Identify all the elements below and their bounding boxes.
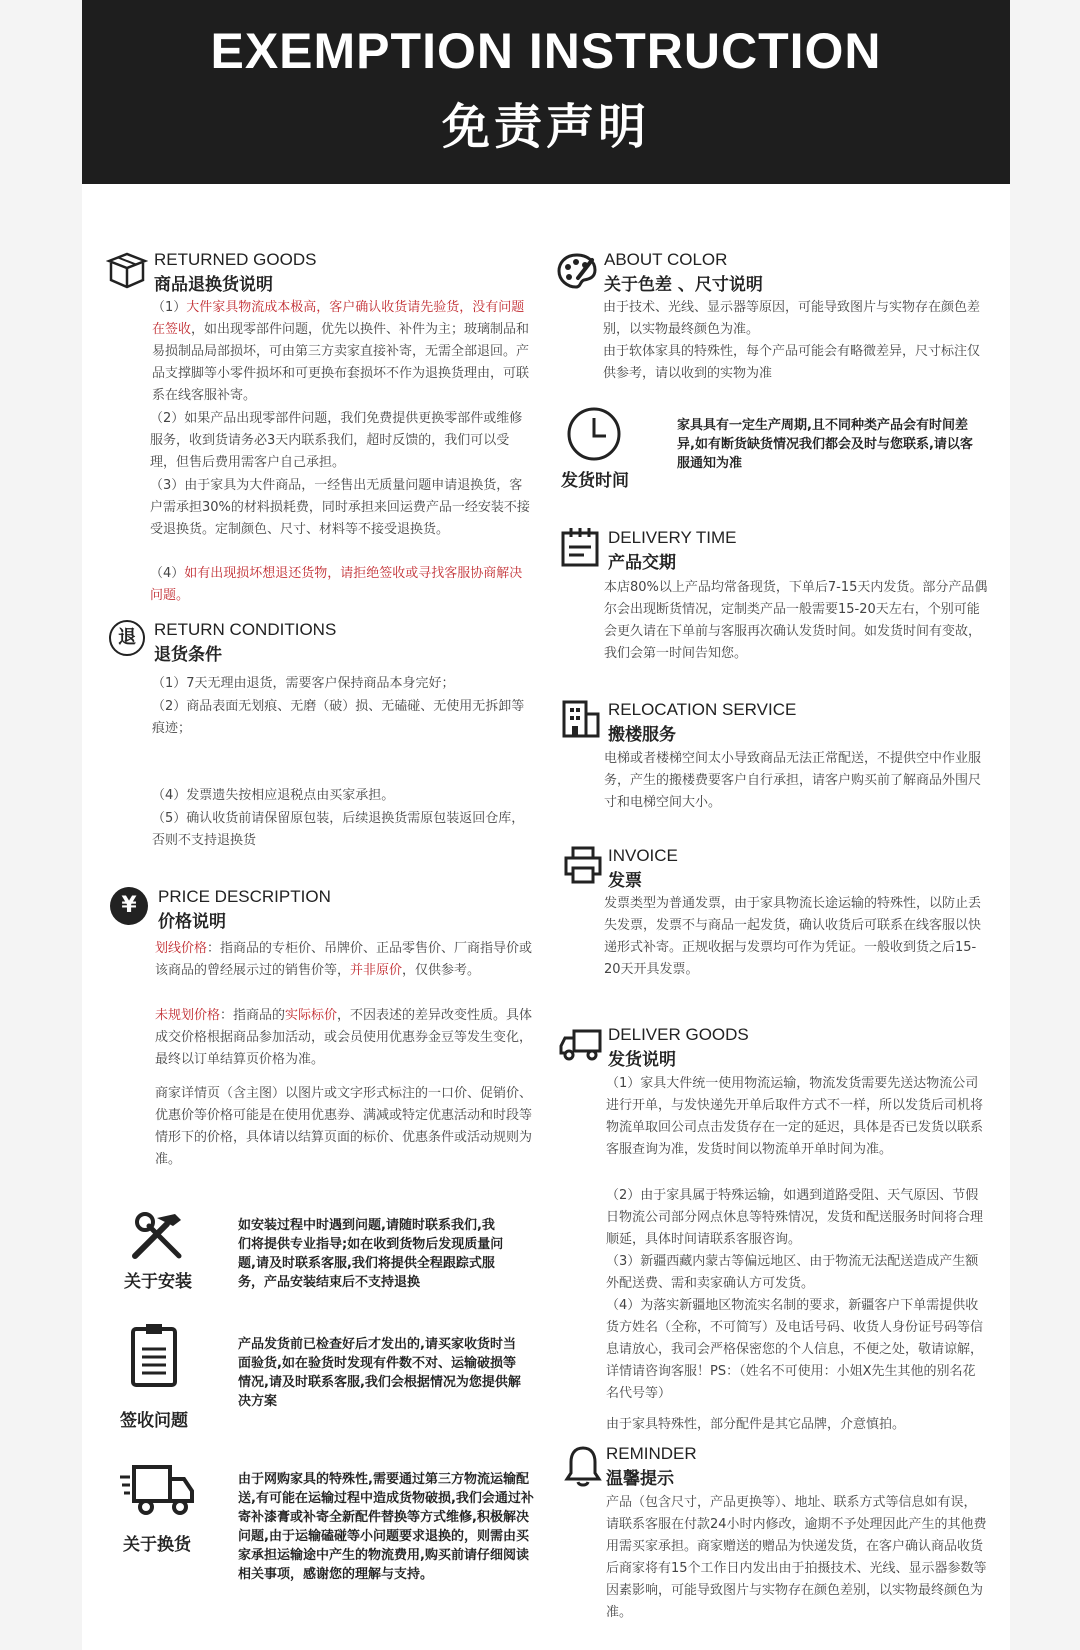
deliver-goods-p3: （3）新疆西藏内蒙古等偏远地区、由于物流无法配送造成产生额外配送费、需和卖家确认方可发货。 [606, 1254, 979, 1291]
return-conditions-p5: （5）确认收货前请保留原包装，后续退换货需原包装返回仓库，否则不支持退换货 [152, 811, 525, 848]
return-conditions-p2: （2）商品表面无划痕、无磨（破）损、无磕碰、无使用无拆卸等痕迹； [152, 699, 525, 736]
calendar-icon [560, 526, 600, 568]
truck-icon [558, 1028, 604, 1062]
yen-coin-icon: ¥ [110, 887, 148, 925]
deliver-goods-p4: （4）为落实新疆地区物流实名制的要求，新疆客户下单需提供收货方姓名（全称，不可简写）及电话号码、收货人身份证号码等信息请放心，我司会严格保密您的个人信息，不便之处，敬请谅解，详情请咨询客服！PS：（姓名不可使用：小姐X先生其他的别名花名代号等） [606, 1298, 984, 1401]
price-description-p1: 划线价格：指商品的专柜价、吊牌价、正品零售价、厂商指导价或该商品的曾经展示过的销售价等，并非原价，仅供参考。 [155, 941, 533, 978]
clock-icon [566, 406, 622, 462]
return-conditions-p4: （4）发票遗失按相应退税点由买家承担。 [152, 788, 395, 803]
price-description-p3: 商家详情页（含主图）以图片或文字形式标注的一口价、促销价、优惠价等价格可能是在使用优惠券、满减或特定优惠活动和时段等情形下的价格，具体请以结算页面的标价、优惠条件或活动规则为准。 [155, 1086, 533, 1167]
printer-icon [563, 846, 603, 884]
about-color-title-en: ABOUT COLOR [604, 250, 728, 269]
price-description-title-en: PRICE DESCRIPTION [158, 887, 331, 906]
returned-goods-p1: （1）大件家具物流成本极高，客户确认收货请先验货，没有问题在签收，如出现零部件问题，优先以换件、补件为主；玻璃制品和易损制品局部损坏，可由第三方卖家直接补寄，无需全部退回。产品支撑脚等小零件损坏和可更换布套损坏不作为退换货理由，可联系在线客服补寄。 [152, 300, 530, 403]
bell-icon [563, 1445, 603, 1487]
sign-label: 签收问题 [120, 1411, 188, 1431]
palette-icon [556, 252, 598, 290]
header-banner [82, 0, 1010, 184]
return-circle-icon: 退 [109, 620, 145, 656]
invoice-p1: 发票类型为普通发票，由于家具物流长途运输的特殊性，以防止丢失发票，发票不与商品一起发货，确认收货后可联系在线客服以快递形式补寄。正规收据与发票均可作为凭证。一般收到货之后15-20天开具发票。 [604, 896, 982, 977]
delivery-time-p1: 本店80%以上产品均常备现货，下单后7-15天内发货。部分产品偶尔会出现断货情况，定制类产品一般需要15-20天左右，个别可能会更久请在下单前与客服再次确认发货时间。如发货时间有变故，我们会第一时间告知您。 [604, 580, 988, 661]
tools-icon [127, 1210, 187, 1265]
returned-goods-p3: （3）由于家具为大件商品，一经售出无质量问题申请退换货，客户需承担30%的材料损耗费，同时承担来回运费产品一经安装不接受退换货。定制颜色、尺寸、材料等不接受退换货。 [150, 478, 530, 537]
return-conditions-title-en: RETURN CONDITIONS [154, 620, 337, 639]
ship-time-label: 发货时间 [561, 471, 629, 491]
deliver-goods-p5: 由于家具特殊性，部分配件是其它品牌，介意慎拍。 [606, 1417, 906, 1432]
return-conditions-p1: （1）7天无理由退货，需要客户保持商品本身完好； [152, 676, 455, 691]
invoice-title-en: INVOICE [608, 846, 678, 865]
right-margin [1010, 0, 1080, 1650]
box-icon [106, 251, 148, 289]
install-text: 如安装过程中时遇到问题,请随时联系我们,我们将提供专业指导;如在收到货物后发现质量问题,请及时联系客服,我们将提供全程跟踪式服务，产品安装结束后不支持退换 [238, 1218, 504, 1290]
about-color-title-cn: 关于色差 、尺寸说明 [604, 275, 763, 295]
price-description-p2: 未规划价格：指商品的实际标价，不因表述的差异改变性质。具体成交价格根据商品参加活动，或会员使用优惠券金豆等发生变化，最终以订单结算页价格为准。 [155, 1008, 533, 1067]
delivery-truck-icon [118, 1463, 196, 1518]
relocation-title-en: RELOCATION SERVICE [608, 700, 797, 719]
header-title-en: EXEMPTION INSTRUCTION [210, 23, 882, 79]
building-icon [561, 698, 601, 738]
deliver-goods-title-cn: 发货说明 [608, 1050, 676, 1070]
invoice-title-cn: 发票 [608, 871, 642, 891]
about-color-p2: 由于软体家具的特殊性，每个产品可能会有略微差异，尺寸标注仅供参考，请以收到的实物为准 [603, 344, 981, 381]
clipboard-icon [130, 1323, 178, 1389]
install-label: 关于安装 [124, 1272, 192, 1292]
deliver-goods-p1: （1）家具大件统一使用物流运输，物流发货需要先送达物流公司进行开单，与发快递先开单后取件方式不一样，所以发货后司机将物流单取回公司点击发货存在一定的延迟，具体是否已发货以联系客服查询为准，发货时间以物流单开单时间为准。 [606, 1076, 984, 1157]
deliver-goods-p2: （2）由于家具属于特殊运输，如遇到道路受阻、天气原因、节假日物流公司部分网点休息等特殊情况，发货和配送服务时间将合理顺延，具体时间请联系客服咨询。 [606, 1188, 984, 1247]
delivery-time-title-cn: 产品交期 [608, 553, 676, 573]
returned-goods-title-en: RETURNED GOODS [154, 250, 317, 269]
reminder-title-en: REMINDER [606, 1444, 697, 1463]
reminder-p1: 产品（包含尺寸，产品更换等）、地址、联系方式等信息如有误，请联系客服在付款24小时内修改，逾期不予处理因此产生的其他费用需买家承担。商家赠送的赠品为快递发货，在客户确认商品收货后商家将有15个工作日内发出由于拍摄技术、光线、显示器参数等因素影响，可能导致图片与实物存在颜色差别，以实物最终颜色为准。 [606, 1495, 987, 1620]
relocation-title-cn: 搬楼服务 [608, 725, 676, 745]
left-margin [0, 0, 82, 1650]
about-color-p1: 由于技术、光线、显示器等原因，可能导致图片与实物存在颜色差别，以实物最终颜色为准。 [603, 300, 981, 337]
return-conditions-title-cn: 退货条件 [154, 645, 222, 665]
returned-goods-p4: （4）如有出现损坏想退还货物，请拒绝签收或寻找客服协商解决问题。 [150, 566, 523, 603]
returned-goods-p2: （2）如果产品出现零部件问题，我们免费提供更换零部件或维修服务，收到货请务必3天内联系我们，超时反馈的，我们可以受理，但售后费用需客户自己承担。 [150, 411, 523, 470]
exchange-label: 关于换货 [123, 1535, 191, 1555]
exchange-text: 由于网购家具的特殊性,需要通过第三方物流运输配送,有可能在运输过程中造成货物破损,我们会通过补寄补漆膏或补寄全新配件替换等方式维修,积极解决问题,由于运输磕碰等小问题要求退换的，则需由买家承担运输途中产生的物流费用,购买前请仔细阅读相关事项，感谢您的理解与支持。 [238, 1472, 534, 1582]
deliver-goods-title-en: DELIVER GOODS [608, 1025, 749, 1044]
price-description-title-cn: 价格说明 [158, 912, 226, 932]
header-title-cn: 免责声明 [441, 99, 650, 155]
returned-goods-title-cn: 商品退换货说明 [154, 275, 273, 295]
reminder-title-cn: 温馨提示 [606, 1469, 674, 1489]
relocation-p1: 电梯或者楼梯空间太小导致商品无法正常配送，不提供空中作业服务，产生的搬楼费要客户自行承担，请客户购买前了解商品外围尺寸和电梯空间大小。 [604, 751, 982, 810]
sign-text: 产品发货前已检查好后才发出的,请买家收货时当面验货,如在验货时发现有件数不对、运输破损等情况,请及时联系客服,我们会根据情况为您提供解决方案 [238, 1337, 521, 1409]
ship-time-text: 家具具有一定生产周期,且不同种类产品会有时间差异,如有断货缺货情况我们都会及时与您联系,请以客服通知为准 [677, 418, 973, 471]
delivery-time-title-en: DELIVERY TIME [608, 528, 737, 547]
